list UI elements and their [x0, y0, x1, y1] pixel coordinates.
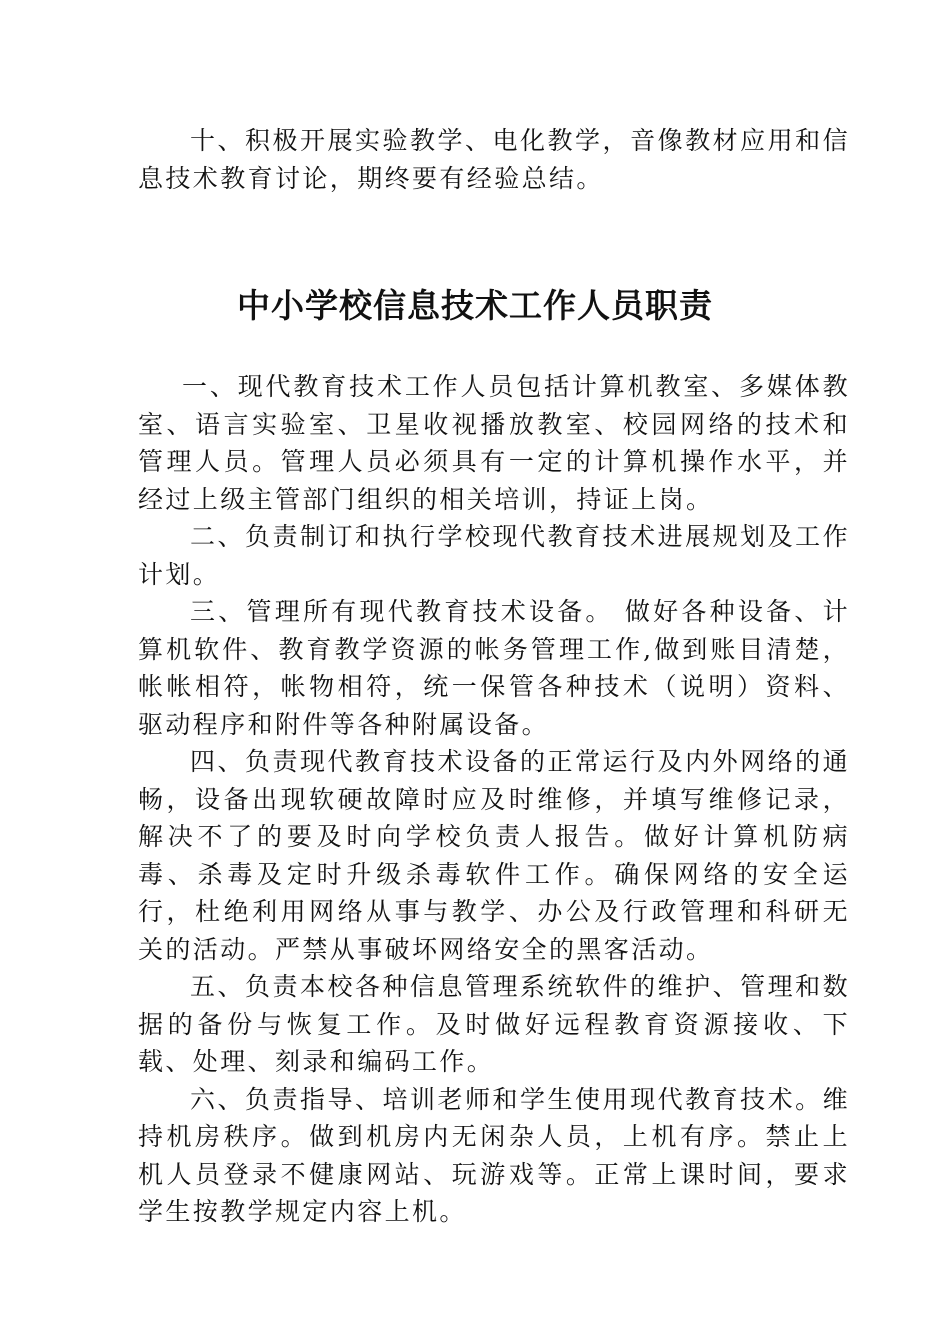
document-title: 中小学校信息技术工作人员职责 [237, 286, 713, 325]
duty-paragraph-2: 二、负责制订和执行学校现代教育技术进展规划及工作计划。 [138, 522, 850, 589]
duty-paragraph-1: 一、现代教育技术工作人员包括计算机教室、多媒体教室、语言实验室、卫星收视播放教室、校园网络的技术和管理人员。管理人员必须具有一定的计算机操作水平，并经过上级主管部门组织的相关培训，持证上岗。 [138, 372, 850, 514]
intro-paragraph: 十、积极开展实验教学、电化教学，音像教材应用和信息技术教育讨论，期终要有经验总结。 [138, 126, 850, 193]
duty-paragraph-3: 三、管理所有现代教育技术设备。 做好各种设备、计算机软件、教育教学资源的帐务管理工作,做到账目清楚，帐帐相符，帐物相符，统一保管各种技术（说明）资料、驱动程序和附件等各种附属设备。 [138, 597, 850, 739]
duty-paragraph-4: 四、负责现代教育技术设备的正常运行及内外网络的通畅，设备出现软硬故障时应及时维修，并填写维修记录，解决不了的要及时向学校负责人报告。做好计算机防病毒、杀毒及定时升级杀毒软件工作。确保网络的安全运行，杜绝利用网络从事与教学、办公及行政管理和科研无关的活动。严禁从事破坏网络安全的黑客活动。 [138, 747, 850, 964]
duties-list [138, 368, 850, 1231]
duty-paragraph-6: 六、负责指导、培训老师和学生使用现代教育技术。维持机房秩序。做到机房内无闲杂人员，上机有序。禁止上机人员登录不健康网站、玩游戏等。正常上课时间，要求学生按教学规定内容上机。 [138, 1084, 850, 1226]
duty-paragraph-5: 五、负责本校各种信息管理系统软件的维护、管理和数据的备份与恢复工作。及时做好远程教育资源接收、下载、处理、刻录和编码工作。 [138, 972, 850, 1076]
